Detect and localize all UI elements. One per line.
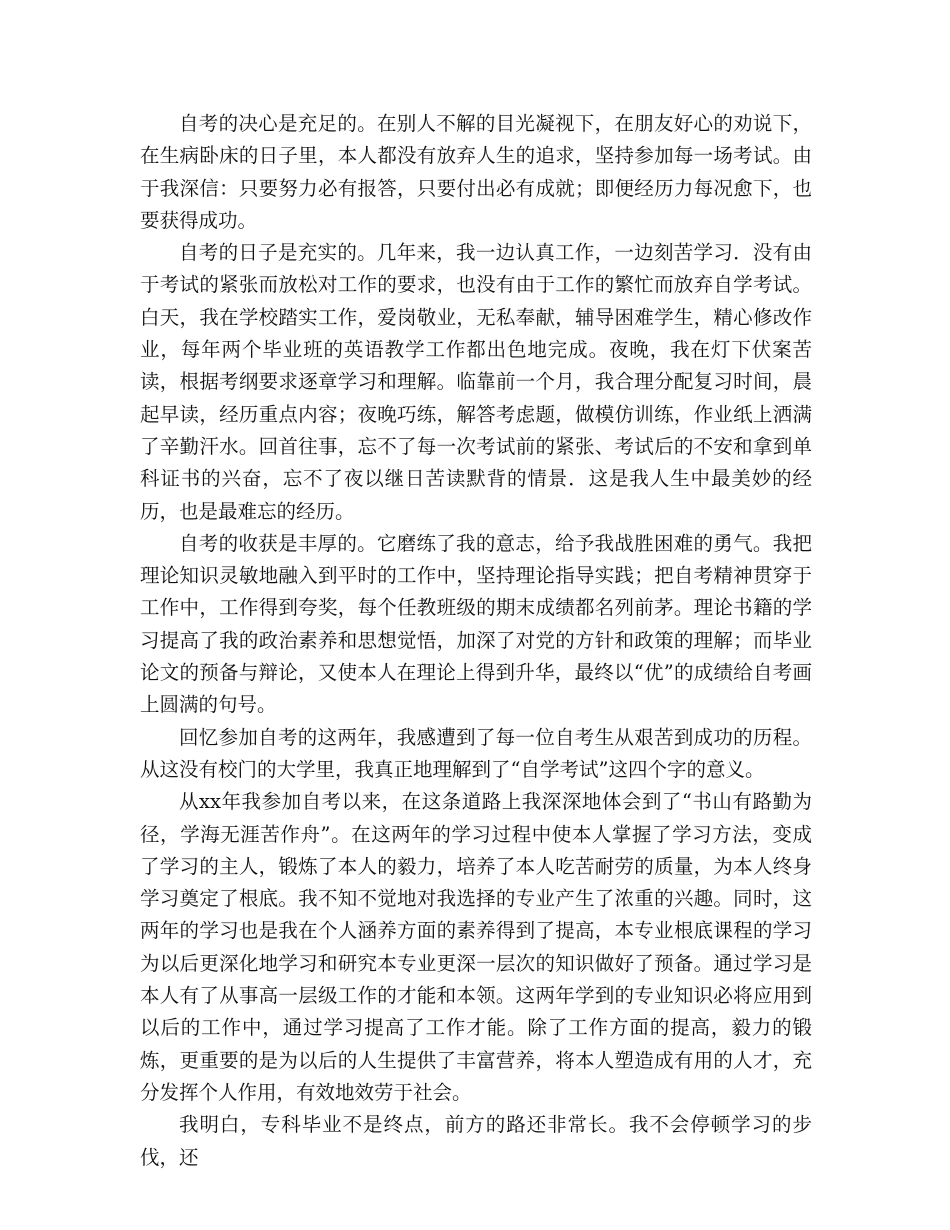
paragraph-future: 我明白，专科毕业不是终点，前方的路还非常长。我不会停顿学习的步伐，还	[140, 1113, 812, 1169]
paragraph-determination: 自考的决心是充足的。在别人不解的目光凝视下，在朋友好心的劝说下，在生病卧床的日子里，本人都没有放弃人生的追求，坚持参加每一场考试。由于我深信：只要努力必有报答，只要付出必有成就；即便经历力每况愈下，也要获得成功。	[140, 112, 812, 232]
paragraph-study-days: 自考的日子是充实的。几年来，我一边认真工作，一边刻苦学习．没有由于考试的紧张而放松对工作的要求，也没有由于工作的繁忙而放弃自学考试。白天，我在学校踏实工作，爱岗敬业，无私奉献，辅导困难学生，精心修改作业，每年两个毕业班的英语教学工作都出色地完成。夜晚，我在灯下伏案苦读，根据考纲要求逐章学习和理解。临靠前一个月，我合理分配复习时间，晨起早读，经历重点内容；夜晚巧练，解答考虑题，做模仿训练，作业纸上洒满了辛勤汗水。回首往事，忘不了每一次考试前的紧张、考试后的不安和拿到单科证书的兴奋，忘不了夜以继日苦读默背的情景．这是我人生中最美妙的经历，也是最难忘的经历。	[140, 241, 812, 523]
paragraph-harvest: 自考的收获是丰厚的。它磨练了我的意志，给予我战胜困难的勇气。我把理论知识灵敏地融入到平时的工作中，坚持理论指导实践；把自考精神贯穿于工作中，工作得到夸奖，每个任教班级的期末成绩都名列前茅。理论书籍的学习提高了我的政治素养和思想觉悟，加深了对党的方针和政策的理解；而毕业论文的预备与辩论，又使本人在理论上得到升华，最终以“优”的成绩给自考画上圆满的句号。	[140, 531, 812, 717]
document-body	[140, 108, 812, 1174]
paragraph-recollection: 回忆参加自考的这两年，我感遭到了每一位自考生从艰苦到成功的历程。从这没有校门的大学里，我真正地理解到了“自学考试”这四个字的意义。	[140, 725, 812, 781]
paragraph-experience: 从xx年我参加自考以来，在这条道路上我深深地体会到了“书山有路勤为径，学海无涯苦作舟”。在这两年的学习过程中使本人掌握了学习方法，变成了学习的主人，锻炼了本人的毅力，培养了本人吃苦耐劳的质量，为本人终身学习奠定了根底。我不知不觉地对我选择的专业产生了浓重的兴趣。同时，这两年的学习也是我在个人涵养方面的素养得到了提高，本专业根底课程的学习为以后更深化地学习和研究本专业更深一层次的知识做好了预备。通过学习是本人有了从事高一层级工作的才能和本领。这两年学到的专业知识必将应用到以后的工作中，通过学习提高了工作才能。除了工作方面的提高，毅力的锻炼，更重要的是为以后的人生提供了丰富营养，将本人塑造成有用的人才，充分发挥个人作用，有效地效劳于社会。	[140, 790, 812, 1104]
